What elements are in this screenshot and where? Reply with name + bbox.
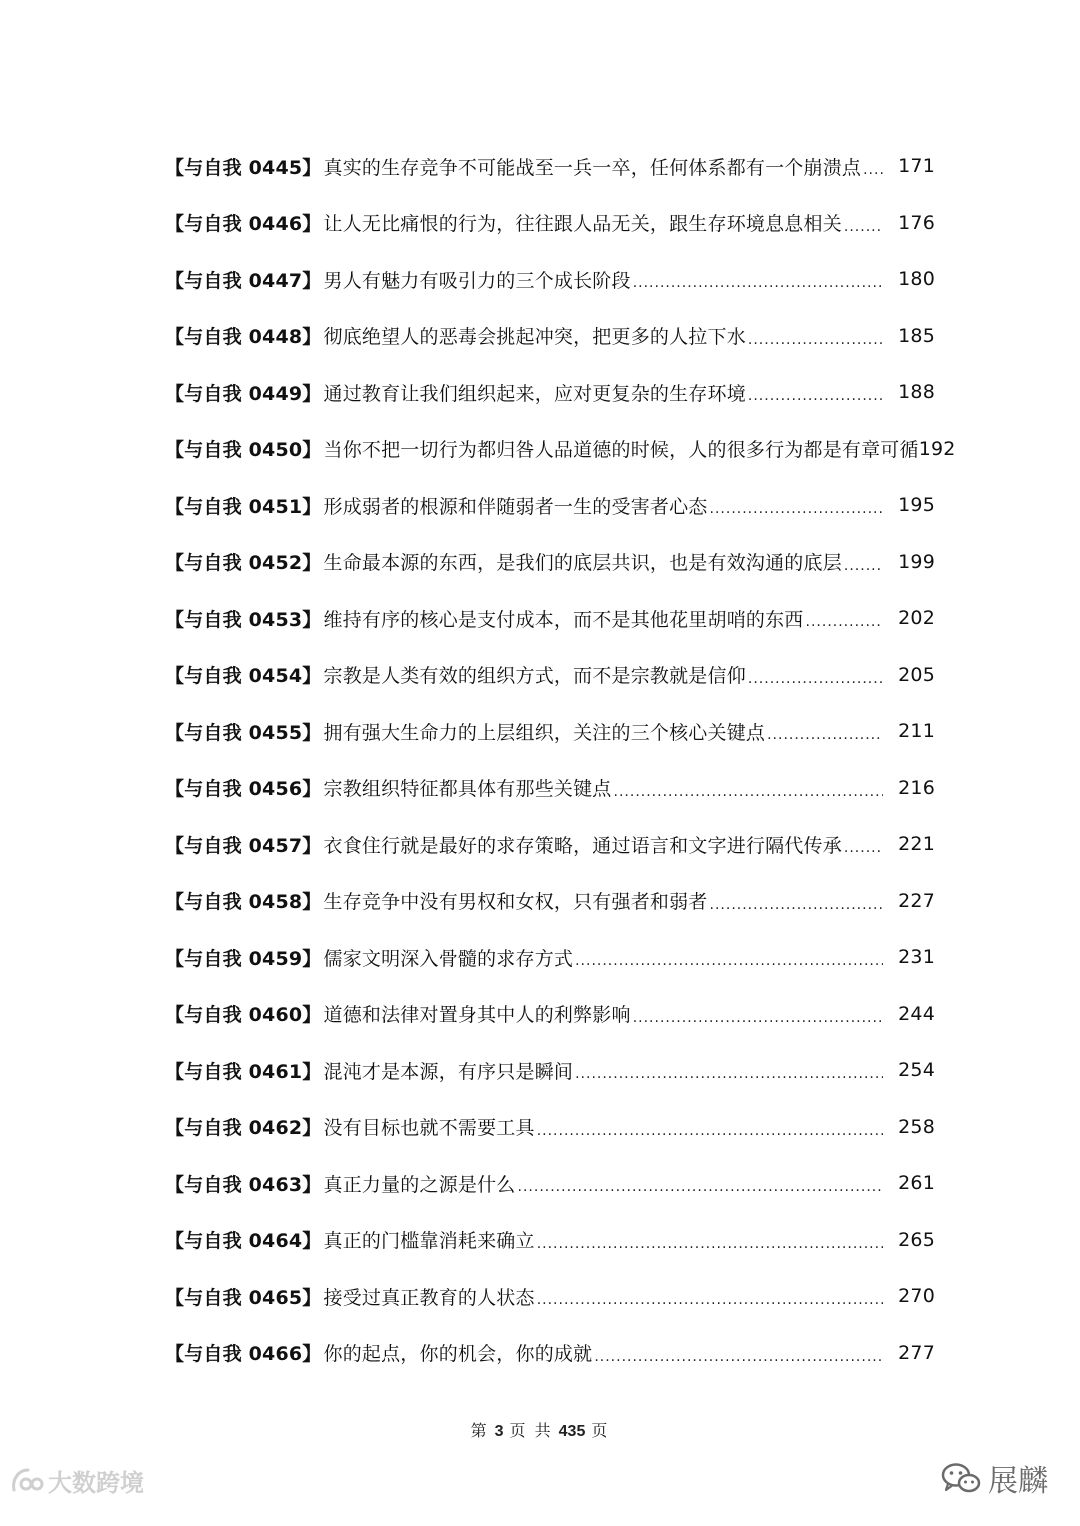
toc-entry-0457[interactable] (165, 816, 935, 873)
toc-entry-title: 宗教是人类有效的组织方式，而不是宗教就是信仰 (323, 665, 746, 688)
toc-entry-title: 接受过真正教育的人状态 (323, 1286, 535, 1309)
toc-entry-title: 真正的门槛靠消耗来确立 (323, 1230, 535, 1253)
dot-leader (633, 276, 883, 290)
dot-leader (518, 1180, 883, 1194)
toc-entry-title: 当你不把一切行为都归咎人品道德的时候，人的很多行为都是有章可循 (323, 439, 919, 462)
toc-entry-title: 衣食住行就是最好的求存策略，通过语言和文字进行隔代传承 (323, 834, 842, 857)
toc-entry-page: 176 (898, 211, 935, 234)
toc-entry-code: 【与自我 0463】 (165, 1173, 322, 1196)
current-page-number: 3 (494, 1423, 504, 1440)
toc-entry-code: 【与自我 0455】 (165, 721, 322, 744)
toc-entry-0461[interactable] (165, 1042, 935, 1099)
dot-leader (594, 1350, 883, 1364)
wechat-icon (940, 1460, 982, 1496)
toc-entry-0458[interactable] (165, 873, 935, 930)
dot-leader (748, 333, 883, 347)
dot-leader (844, 559, 883, 573)
total-pages-number: 435 (558, 1423, 586, 1440)
toc-entry-code: 【与自我 0465】 (165, 1286, 322, 1309)
toc-entry-page: 231 (898, 946, 935, 969)
toc-entry-0464[interactable] (165, 1212, 935, 1269)
watermark-left-text: 大数跨境 (48, 1468, 144, 1497)
toc-entry-0451[interactable] (165, 477, 935, 534)
dot-leader (575, 1067, 883, 1081)
toc-entry-code: 【与自我 0451】 (165, 495, 322, 518)
toc-entry-page: 216 (898, 776, 935, 799)
toc-entry-page: 261 (898, 1172, 935, 1195)
toc-entry-title: 生命最本源的东西，是我们的底层共识，也是有效沟通的底层 (323, 552, 842, 575)
toc-entry-page: 227 (898, 889, 935, 912)
toc-entry-0446[interactable] (165, 195, 935, 252)
toc-entry-title: 男人有魅力有吸引力的三个成长阶段 (323, 269, 631, 292)
dot-leader (767, 728, 883, 742)
toc-entry-0455[interactable] (165, 703, 935, 760)
dot-leader (710, 898, 883, 912)
toc-entry-title: 形成弱者的根源和伴随弱者一生的受害者心态 (323, 495, 708, 518)
toc-entry-title: 混沌才是本源，有序只是瞬间 (323, 1060, 574, 1083)
dot-leader (863, 163, 883, 177)
toc-entry-0448[interactable] (165, 308, 935, 365)
footer-prefix: 第 (470, 1421, 489, 1440)
toc-entry-page: 195 (898, 494, 935, 517)
table-of-contents (165, 138, 956, 1381)
toc-entry-code: 【与自我 0457】 (165, 834, 322, 857)
toc-entry-page: 180 (898, 268, 935, 291)
toc-entry-code: 【与自我 0447】 (165, 269, 322, 292)
toc-entry-0447[interactable] (165, 251, 935, 308)
footer-middle: 页 共 (509, 1421, 553, 1440)
toc-entry-title: 拥有强大生命力的上层组织，关注的三个核心关键点 (323, 721, 766, 744)
toc-entry-page: 202 (898, 607, 935, 630)
toc-entry-page: 277 (898, 1341, 935, 1364)
toc-entry-0454[interactable] (165, 647, 935, 704)
toc-entry-title: 道德和法律对置身其中人的利弊影响 (323, 1004, 631, 1027)
toc-entry-page: 258 (898, 1115, 935, 1138)
toc-entry-0452[interactable] (165, 534, 935, 591)
toc-entry-page: 221 (898, 833, 935, 856)
toc-entry-page: 244 (898, 1002, 935, 1025)
brand-logo-icon (8, 1462, 44, 1498)
toc-entry-code: 【与自我 0450】 (165, 439, 322, 462)
toc-entry-code: 【与自我 0452】 (165, 552, 322, 575)
toc-entry-0459[interactable] (165, 929, 935, 986)
toc-entry-title: 你的起点，你的机会，你的成就 (323, 1343, 593, 1366)
toc-entry-0450[interactable] (165, 421, 956, 478)
toc-entry-page: 265 (898, 1228, 935, 1251)
toc-entry-page: 270 (898, 1285, 935, 1308)
toc-entry-0466[interactable] (165, 1325, 935, 1382)
dot-leader (614, 785, 883, 799)
footer-suffix: 页 (591, 1421, 610, 1440)
toc-entry-0460[interactable] (165, 986, 935, 1043)
dot-leader (710, 502, 883, 516)
toc-entry-code: 【与自我 0449】 (165, 382, 322, 405)
toc-entry-title: 宗教组织特征都具体有那些关键点 (323, 778, 612, 801)
toc-entry-page: 185 (898, 324, 935, 347)
dot-leader (748, 389, 883, 403)
watermark-right (940, 1456, 1048, 1500)
toc-entry-0445[interactable] (165, 138, 935, 195)
toc-entry-title: 没有目标也就不需要工具 (323, 1117, 535, 1140)
toc-entry-title: 让人无比痛恨的行为，往往跟人品无关，跟生存环境息息相关 (323, 213, 842, 236)
toc-entry-title: 儒家文明深入骨髓的求存方式 (323, 947, 574, 970)
toc-entry-code: 【与自我 0461】 (165, 1060, 322, 1083)
toc-entry-0449[interactable] (165, 364, 935, 421)
toc-entry-page: 254 (898, 1059, 935, 1082)
page-footer (0, 1418, 1080, 1441)
dot-leader (633, 1011, 883, 1025)
watermark-right-text: 展麟 (988, 1464, 1048, 1499)
toc-entry-code: 【与自我 0453】 (165, 608, 322, 631)
toc-entry-0453[interactable] (165, 590, 935, 647)
toc-entry-0463[interactable] (165, 1155, 935, 1212)
toc-entry-code: 【与自我 0464】 (165, 1230, 322, 1253)
toc-entry-page: 188 (898, 381, 935, 404)
toc-entry-title: 真正力量的之源是什么 (323, 1173, 516, 1196)
toc-entry-code: 【与自我 0460】 (165, 1004, 322, 1027)
toc-entry-code: 【与自我 0445】 (165, 156, 322, 179)
toc-entry-page: 199 (898, 550, 935, 573)
toc-entry-code: 【与自我 0454】 (165, 665, 322, 688)
toc-entry-0456[interactable] (165, 760, 935, 817)
dot-leader (806, 615, 883, 629)
toc-entry-title: 真实的生存竞争不可能战至一兵一卒，任何体系都有一个崩溃点 (323, 156, 862, 179)
toc-entry-0465[interactable] (165, 1268, 935, 1325)
toc-entry-page: 211 (898, 720, 935, 743)
toc-entry-title: 彻底绝望人的恶毒会挑起冲突，把更多的人拉下水 (323, 326, 746, 349)
toc-entry-code: 【与自我 0466】 (165, 1343, 322, 1366)
toc-entry-title: 生存竞争中没有男权和女权，只有强者和弱者 (323, 891, 708, 914)
toc-entry-0462[interactable] (165, 1099, 935, 1156)
dot-leader (575, 954, 883, 968)
toc-entry-code: 【与自我 0456】 (165, 778, 322, 801)
toc-entry-title: 通过教育让我们组织起来，应对更复杂的生存环境 (323, 382, 746, 405)
toc-entry-page: 205 (898, 663, 935, 686)
dot-leader (844, 220, 883, 234)
dot-leader (844, 841, 883, 855)
toc-entry-code: 【与自我 0446】 (165, 213, 322, 236)
dot-leader (537, 1237, 883, 1251)
toc-entry-page: 192 (918, 437, 956, 460)
toc-entry-title: 维持有序的核心是支付成本，而不是其他花里胡哨的东西 (323, 608, 804, 631)
dot-leader (537, 1293, 883, 1307)
toc-entry-code: 【与自我 0448】 (165, 326, 322, 349)
dot-leader (748, 672, 883, 686)
toc-entry-code: 【与自我 0462】 (165, 1117, 322, 1140)
watermark-left (8, 1462, 144, 1498)
toc-entry-page: 171 (898, 155, 935, 178)
toc-entry-code: 【与自我 0458】 (165, 891, 322, 914)
toc-entry-code: 【与自我 0459】 (165, 947, 322, 970)
dot-leader (537, 1124, 883, 1138)
